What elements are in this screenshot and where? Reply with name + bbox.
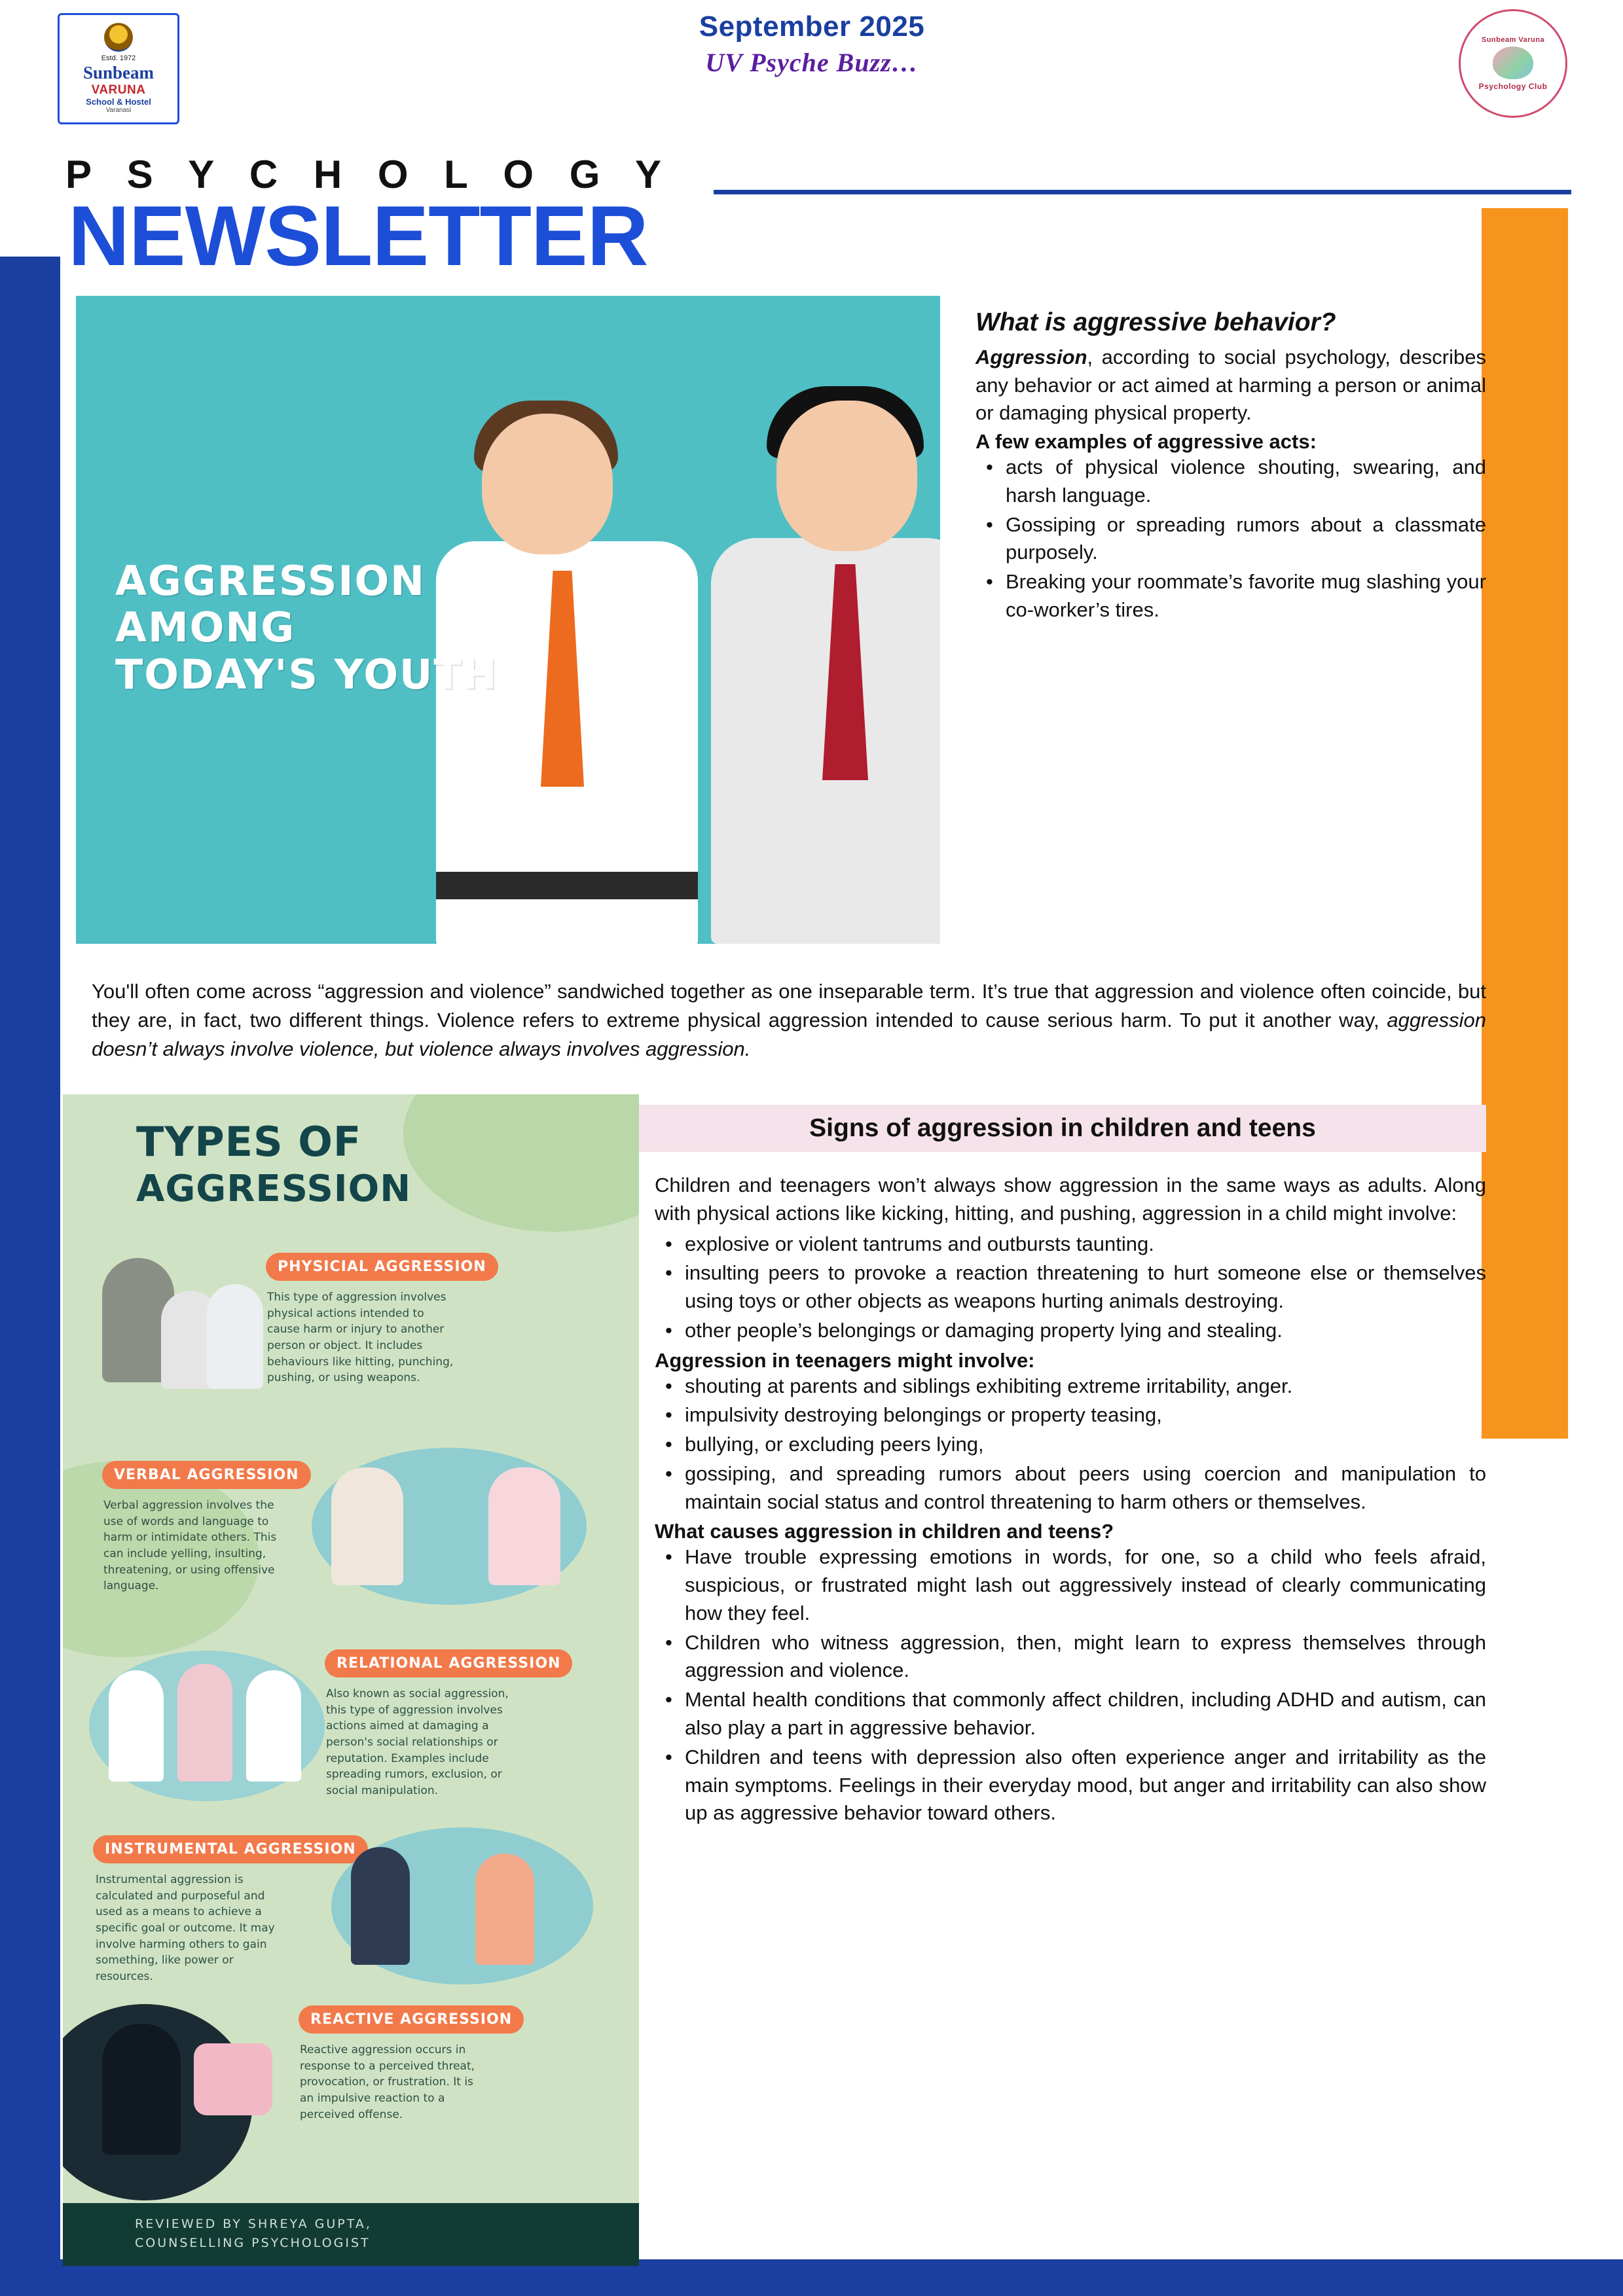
infographic-credit — [63, 2203, 639, 2266]
list-item: • insulting peers to provoke a reaction threatening to hurt someone else or themselves using toys or other objects as weapons hurting animals destroying. — [685, 1259, 1486, 1316]
school-name: Sunbeam — [82, 62, 155, 82]
signs-teen-list — [655, 1372, 1486, 1516]
pill-instrumental-aggression: INSTRUMENTAL AGGRESSION — [93, 1835, 368, 1863]
list-item: • Children and teens with depression also often experience anger and irritability as the main symptoms. Feelings in their everyday mood, but anger and irritability can also show up as aggressive behavior toward others. — [685, 1744, 1486, 1827]
types-of-aggression-infographic — [63, 1094, 639, 2266]
right-orange-bar — [1482, 208, 1568, 1439]
signs-child-list — [655, 1230, 1486, 1345]
list-item: • other people’s belongings or damaging property lying and stealing. — [685, 1317, 1486, 1345]
article-intro-rest: , according to social psychology, describes any behavior or act aimed at harming a person or animal or damaging physical property. — [976, 345, 1486, 425]
school-type: School & Hostel — [86, 96, 151, 107]
pill-relational-aggression: RELATIONAL AGGRESSION — [325, 1649, 572, 1677]
club-logo-top-text: Sunbeam Varuna — [1481, 36, 1545, 44]
blurb-reactive-aggression: Reactive aggression occurs in response to a perceived threat, provocation, or frustration. It is an impulsive reaction to a perceived offense. — [300, 2043, 475, 2121]
list-item: • Children who witness aggression, then, might learn to express themselves through aggression and violence. — [685, 1629, 1486, 1685]
article-intro — [976, 344, 1486, 427]
list-item: • shouting at parents and siblings exhibiting extreme irritability, anger. — [685, 1372, 1486, 1401]
signs-section-title: Signs of aggression in children and teens — [809, 1114, 1316, 1142]
blurb-verbal-aggression: Verbal aggression involves the use of words and language to harm or intimidate others. This can include yelling, insulting, threatening, or using offensive language. — [103, 1499, 277, 1593]
school-city: Varanasi — [105, 107, 132, 115]
issue-tagline: UV Psyche Buzz… — [705, 48, 919, 77]
blurb-instrumental-aggression: Instrumental aggression is calculated and purposeful and used as a means to achieve a specific goal or outcome. It may involve harming others to gain something, like power or resources. — [96, 1873, 275, 1983]
masthead-rule — [714, 190, 1571, 194]
page-title: NEWSLETTER — [68, 188, 648, 283]
hero-caption-line1: AGGRESSION — [115, 557, 426, 605]
pill-physical-aggression: PHYSICIAL AGGRESSION — [266, 1253, 498, 1281]
article-title: What is aggressive behavior? — [976, 308, 1336, 336]
signs-intro: Children and teenagers won’t always show aggression in the same ways as adults. Along with physical actions like kicking, hitting, and pushing, aggression in a child might involve: — [655, 1174, 1486, 1225]
violence-paragraph-emphasis: aggression doesn’t always involve violence, but violence always involves aggression. — [92, 1009, 1486, 1061]
list-item: • Mental health conditions that commonly affect children, including ADHD and autism, can also play a part in aggressive behavior. — [685, 1686, 1486, 1742]
hero-caption — [115, 558, 498, 698]
infographic-credit-line2: COUNSELLING PSYCHOLOGIST — [135, 2235, 371, 2250]
signs-section-body — [655, 1172, 1486, 1829]
infographic-credit-line1: REVIEWED BY SHREYA GUPTA, — [135, 2217, 372, 2231]
masthead-kicker: P S Y C H O L O G Y — [65, 152, 674, 196]
blurb-relational-aggression: Also known as social aggression, this type of aggression involves actions aimed at damaging a person's social relationships or reputation. Examples include spreading rumors, exclusion, or social manipulation. — [326, 1687, 509, 1797]
hero-caption-line3: TODAY'S YOUTH — [115, 650, 498, 698]
violence-paragraph — [92, 977, 1486, 1064]
brain-icon — [1493, 46, 1533, 79]
list-item: • Have trouble expressing emotions in words, for one, so a child who feels afraid, suspicious, or frustrated might lash out aggressively instead of clearly communicating how they feel. — [685, 1543, 1486, 1627]
issue-date: September 2025 — [699, 10, 925, 43]
list-item: • bullying, or excluding peers lying, — [685, 1431, 1486, 1459]
infographic-title-line2: AGGRESSION — [136, 1168, 412, 1210]
hero-illustration — [76, 296, 940, 944]
header-center — [511, 10, 1113, 78]
pill-reactive-aggression: REACTIVE AGGRESSION — [299, 2005, 524, 2034]
list-item: • gossiping, and spreading rumors about peers using coercion and manipulation to maintain social status and control threatening to harm others or themselves. — [685, 1460, 1486, 1516]
hero-figure-aggressor — [698, 348, 940, 944]
hero-caption-line2: AMONG — [115, 603, 296, 652]
signs-causes-list — [655, 1543, 1486, 1827]
school-branch: VARUNA — [91, 82, 146, 97]
article-examples-list — [976, 454, 1486, 624]
signs-causes-heading: What causes aggression in children and teens? — [655, 1520, 1114, 1543]
article-examples-heading: A few examples of aggressive acts: — [976, 430, 1317, 454]
article-intro-lead: Aggression — [976, 345, 1087, 368]
list-item: • Breaking your roommate’s favorite mug slashing your co-worker’s tires. — [1006, 568, 1486, 624]
infographic-title-line1: TYPES OF — [136, 1118, 362, 1166]
signs-section-header — [639, 1105, 1486, 1152]
violence-paragraph-part1: You'll often come across “aggression and violence” sandwiched together as one inseparable term. It’s true that aggression and violence often coincide, but they are, in fact, two different things. Violence refers to extreme physical aggression intended to cause serious harm. To put it another way, — [92, 980, 1486, 1032]
club-logo-bottom-text: Psychology Club — [1478, 82, 1548, 91]
list-item: • Gossiping or spreading rumors about a classmate purposely. — [1006, 511, 1486, 567]
list-item: • acts of physical violence shouting, swearing, and harsh language. — [1006, 454, 1486, 510]
blurb-physical-aggression: This type of aggression involves physical actions intended to cause harm or injury to another person or object. It includes behaviours like hitting, punching, pushing, or using weapons. — [267, 1291, 454, 1385]
club-logo — [1459, 9, 1567, 118]
article-column — [976, 308, 1486, 626]
left-accent-bar — [0, 257, 60, 2296]
signs-teen-heading: Aggression in teenagers might involve: — [655, 1348, 1035, 1372]
list-item: • impulsivity destroying belongings or property teasing, — [685, 1401, 1486, 1429]
school-logo — [58, 13, 179, 124]
list-item: • explosive or violent tantrums and outbursts taunting. — [685, 1230, 1486, 1259]
pill-verbal-aggression: VERBAL AGGRESSION — [102, 1461, 311, 1489]
school-estd: Estd. 1972 — [101, 54, 136, 63]
school-crest-icon — [104, 23, 133, 52]
